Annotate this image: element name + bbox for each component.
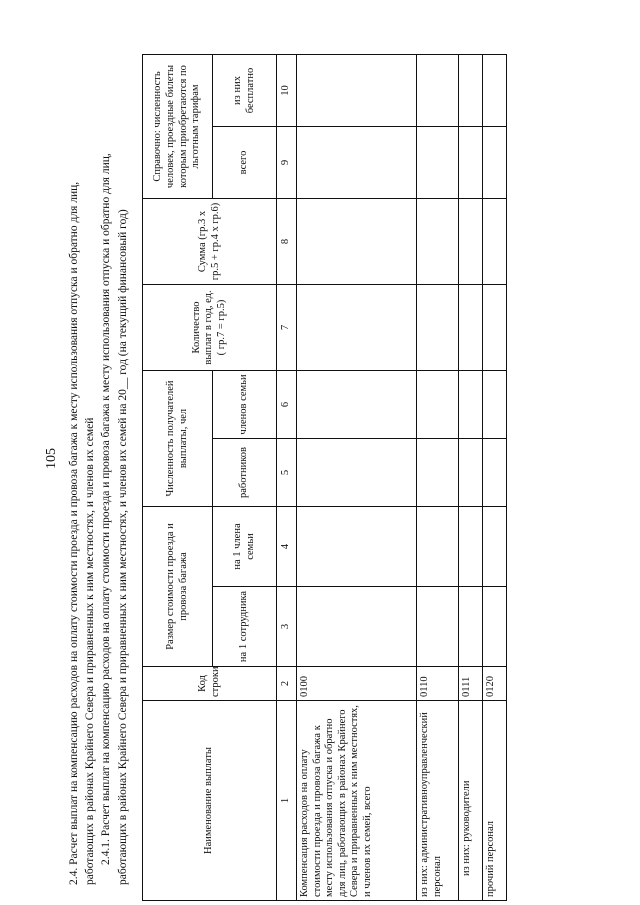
row-name: из них: административноуправленческий персонал <box>417 701 459 901</box>
table-cell <box>459 126 483 198</box>
header-row-1 <box>143 54 213 900</box>
header-recipients-employees: работников <box>213 439 277 507</box>
column-numbers-row <box>277 54 297 900</box>
column-number: 7 <box>277 284 297 370</box>
table-cell <box>483 507 507 587</box>
heading-line-1: 2.4. Расчет выплат на компенсацию расходов на оплату стоимости проезда и провоза багажа к месту использования отпуска и обратно для лиц, <box>68 181 80 885</box>
header-cost-per-employee: на 1 сотрудника <box>213 587 277 667</box>
table-cell <box>459 284 483 370</box>
header-recipients-family: членов семьи <box>213 370 277 438</box>
header-sum: Сумма (гр.3 x гр.5 + гр.4 x гр.6) <box>143 198 277 284</box>
header-cost-group: Размер стоимости проезда и провоза багажа <box>143 507 213 667</box>
table-cell <box>297 126 417 198</box>
table-cell <box>417 439 459 507</box>
table-cell <box>483 126 507 198</box>
table-cell <box>459 507 483 587</box>
table-cell <box>483 284 507 370</box>
row-code: 0100 <box>297 667 417 701</box>
row-code: 0110 <box>417 667 459 701</box>
table-row <box>297 54 417 900</box>
table-cell <box>297 370 417 438</box>
heading-line-2: работающих в районах Крайнего Севера и приравненных к ним местностях, и членов их семей <box>84 417 96 885</box>
table-cell <box>459 54 483 126</box>
table-cell <box>297 587 417 667</box>
column-number: 5 <box>277 439 297 507</box>
column-number: 9 <box>277 126 297 198</box>
table-cell <box>483 439 507 507</box>
table-row <box>417 54 459 900</box>
header-code: Код строки <box>143 667 277 701</box>
table-cell <box>459 439 483 507</box>
column-number: 2 <box>277 667 297 701</box>
table-cell <box>297 439 417 507</box>
row-code: 0120 <box>483 667 507 701</box>
header-name: Наименование выплаты <box>143 701 277 901</box>
table-cell <box>297 284 417 370</box>
table-cell <box>459 587 483 667</box>
header-cost-per-family-member: на 1 члена семьи <box>213 507 277 587</box>
row-name: прочий персонал <box>483 701 507 901</box>
row-name: Компенсация расходов на оплату стоимости проезда и провоза багажа к месту использования отпуска и обратно для лиц, работающих в районах Крайнего Севера и приравненных к ним местностях, и членов их семей, всего <box>297 701 417 901</box>
table-cell <box>417 587 459 667</box>
row-code: 0111 <box>459 667 483 701</box>
table-cell <box>459 198 483 284</box>
column-number: 4 <box>277 507 297 587</box>
table-cell <box>459 370 483 438</box>
table-cell <box>297 507 417 587</box>
header-recipients-group: Численность получателей выплаты, чел <box>143 370 213 506</box>
table-cell <box>417 126 459 198</box>
page-number: 105 <box>44 448 59 469</box>
payments-table <box>142 54 507 901</box>
table-cell <box>483 370 507 438</box>
header-reference-total: всего <box>213 126 277 198</box>
table-cell <box>417 54 459 126</box>
row-name: из них: руководители <box>459 701 483 901</box>
table-row <box>459 54 483 900</box>
table-cell <box>417 507 459 587</box>
table-cell <box>297 198 417 284</box>
table-cell <box>483 587 507 667</box>
table-cell <box>483 54 507 126</box>
header-reference-group: Справочно: численность человек, проездные билеты которым приобретаются по льготным тарифам <box>143 54 213 198</box>
table-cell <box>297 54 417 126</box>
header-payments-count: Количество выплат в год, ед. ( гр.7 = гр.5) <box>143 284 277 370</box>
column-number: 1 <box>277 701 297 901</box>
column-number: 6 <box>277 370 297 438</box>
column-number: 10 <box>277 54 297 126</box>
table-cell <box>483 198 507 284</box>
table-cell <box>417 198 459 284</box>
table-cell <box>417 370 459 438</box>
table-cell <box>417 284 459 370</box>
heading-line-3: 2.4.1. Расчет выплат на компенсацию расходов на оплату стоимости проезда и провоза багажа к месту использования отпуска и обратно для лиц, <box>100 153 112 865</box>
header-reference-free: из них бесплатно <box>213 54 277 126</box>
column-number: 8 <box>277 198 297 284</box>
table-row <box>483 54 507 900</box>
column-number: 3 <box>277 587 297 667</box>
heading-line-4: работающих в районах Крайнего Севера и приравненных к ним местностях, и членов их семей на 20__ год (на текущий финансовый год) <box>117 209 129 885</box>
